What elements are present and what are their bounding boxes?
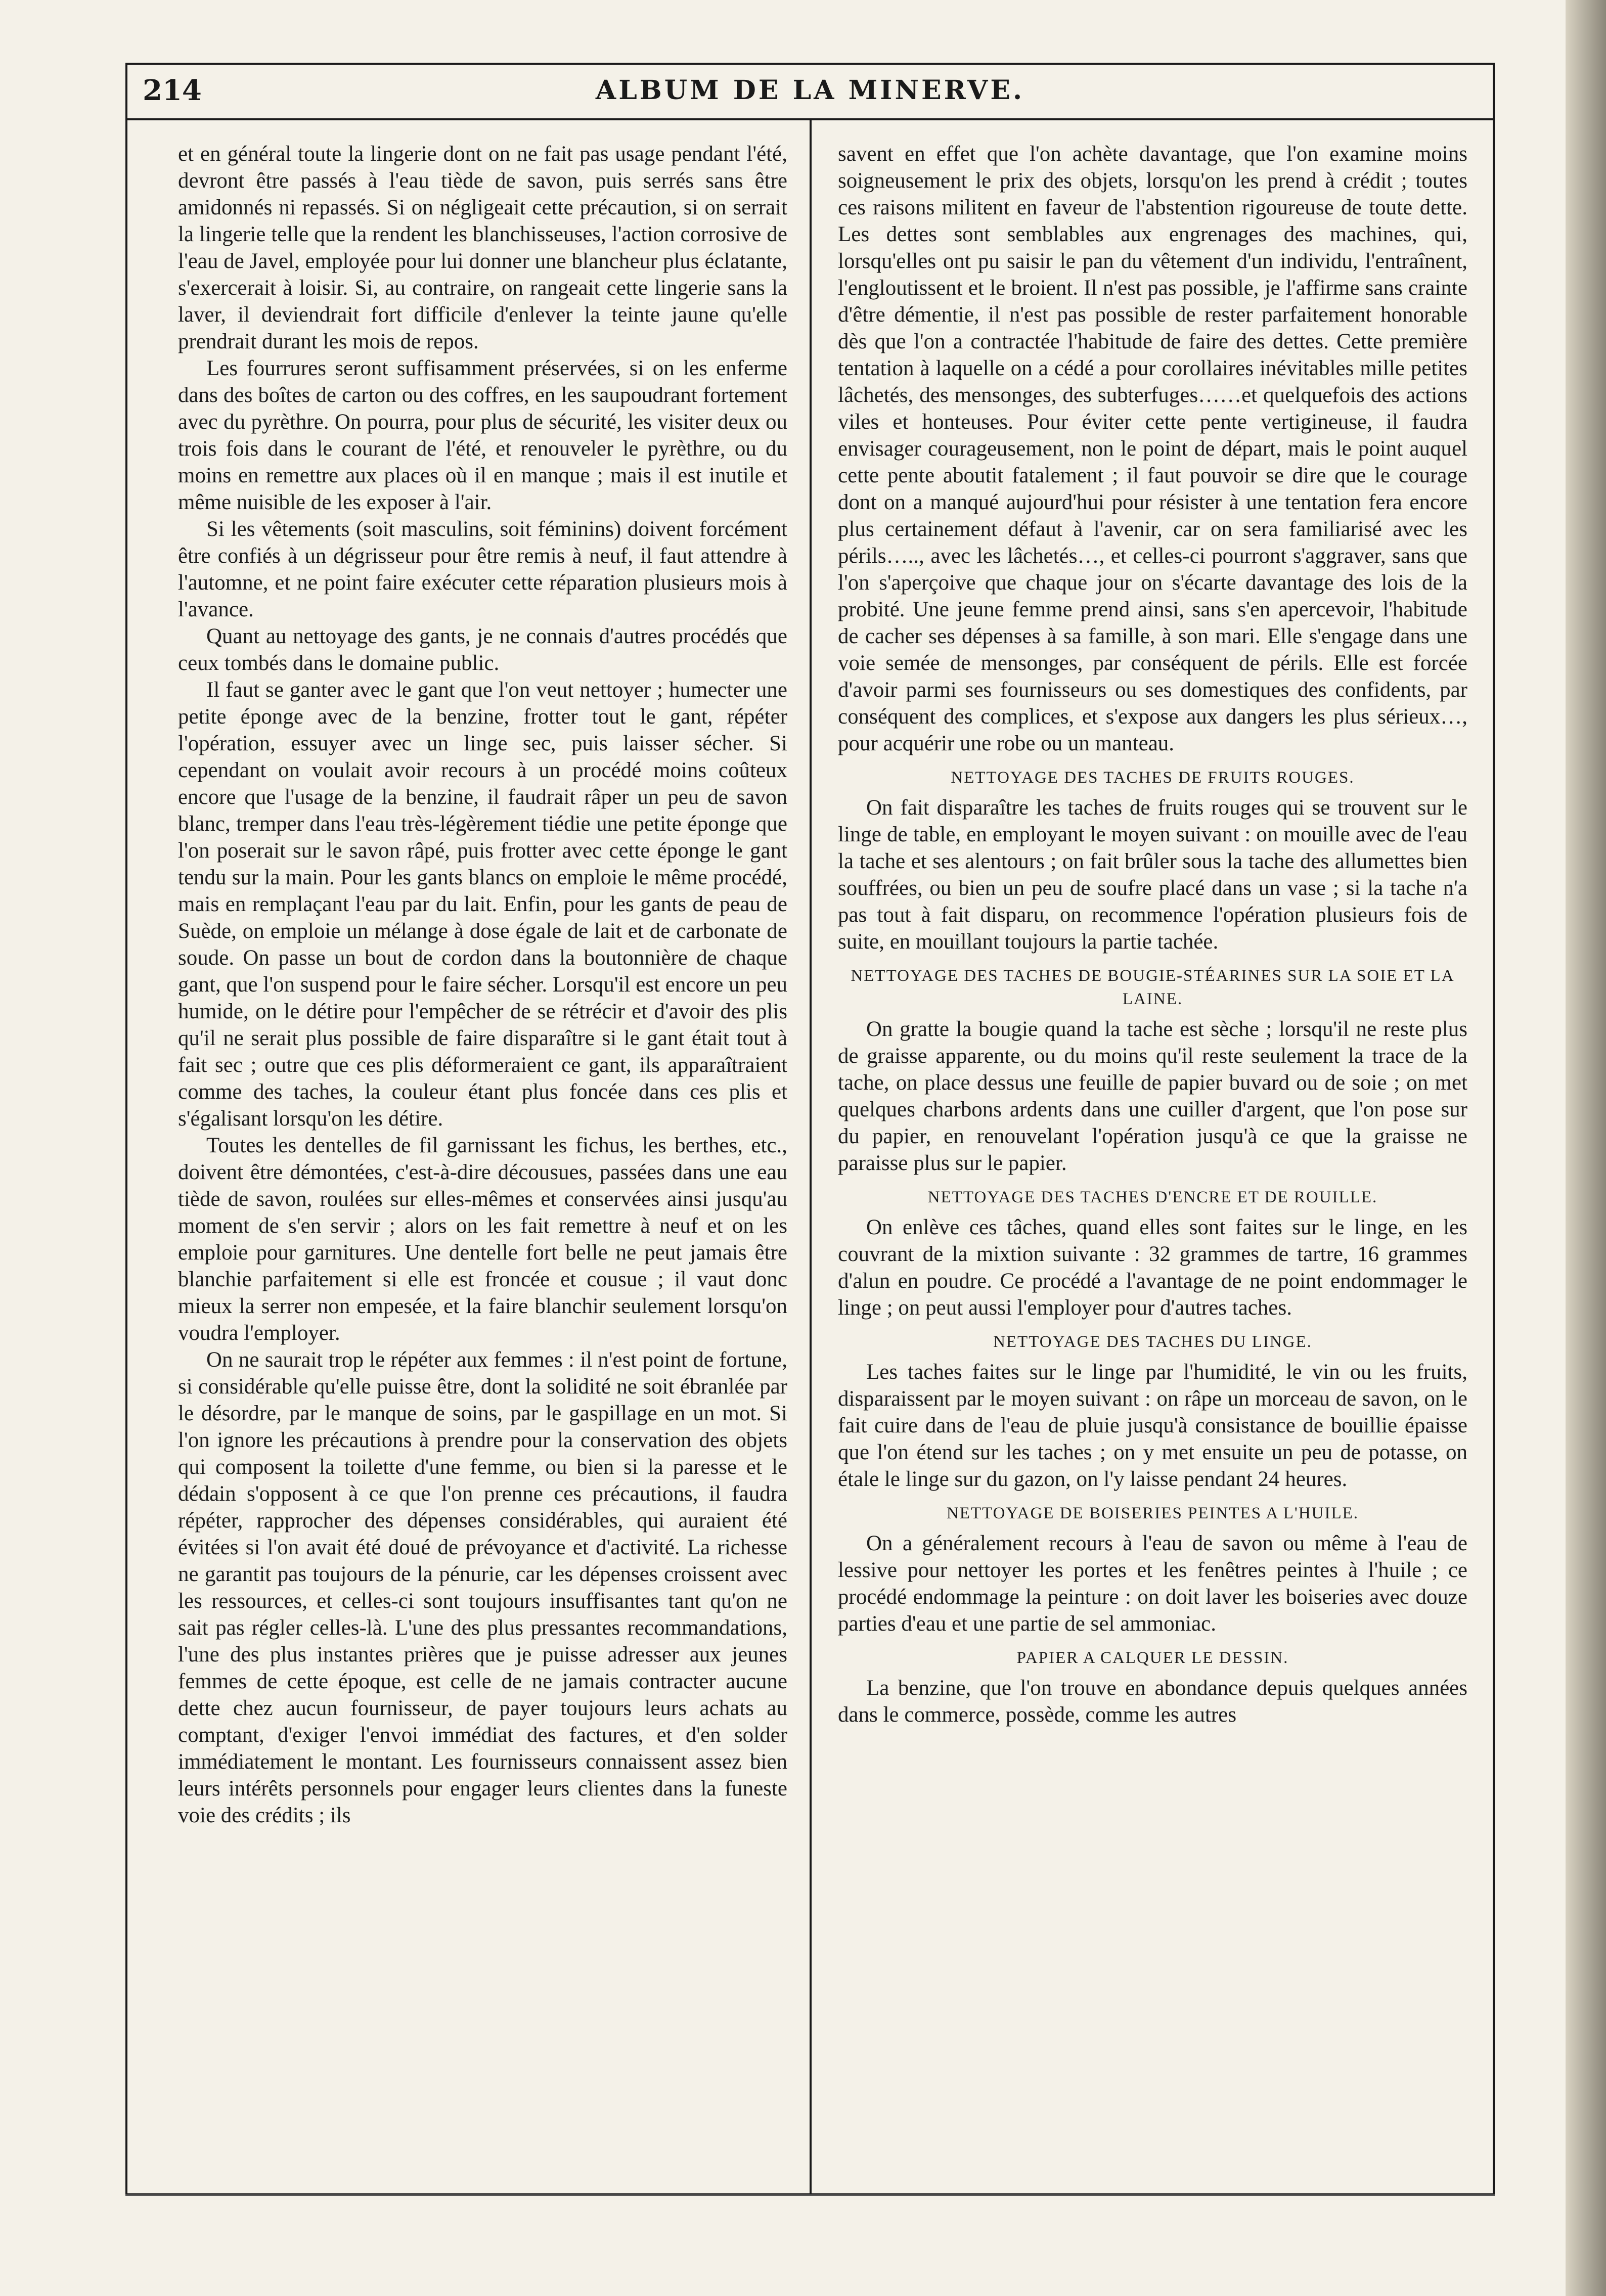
paragraph: Quant au nettoyage des gants, je ne connais d'autres procédés que ceux tombés dans le domaine public.	[178, 624, 787, 675]
paragraph: Les fourrures seront suffisamment préservées, si on les enferme dans des boîtes de carton ou des coffres, en les saupoudrant fortement avec du pyrèthre. On pourra, pour plus de sécurité, les visiter deux ou trois fois dans le courant de l'été, et renouveler le pyrèthre, ou du moins en remettre aux places où il en manque ; mais il est inutile et même nuisible de les exposer à l'air.	[178, 356, 787, 514]
paragraph: Il faut se ganter avec le gant que l'on veut nettoyer ; humecter une petite éponge avec de la benzine, frotter tout le gant, répéter l'opération, essuyer avec un linge sec, puis laisser sécher. Si cependant on voulait avoir recours à un procédé moins coûteux encore que l'usage de la benzine, il faudrait râper un peu de savon blanc, tremper dans l'eau très-légèrement tiédie une petite éponge que l'on poserait sur le savon râpé, puis frotter avec cette éponge le gant tendu sur la main. Pour les gants blancs on emploie le même procédé, mais en remplaçant l'eau par du lait. Enfin, pour les gants de peau de Suède, on emploie un mélange à dose égale de lait et de carbonate de soude. On passe un bout de cordon dans la boutonnière de chaque gant, que l'on suspend pour le faire sécher. Lorsqu'il est encore un peu humide, on le détire pour l'empêcher de se rétrécir et d'avoir des plis qu'il ne serait plus possible de faire disparaître si le gant était tout à fait sec ; outre que ces plis déformeraient ce gant, ils apparaîtraient comme des taches, la couleur étant plus foncée dans ces plis et s'égalisant lorsqu'on les détire.	[178, 678, 787, 1131]
section-heading: PAPIER A CALQUER LE DESSIN.	[1016, 1649, 1289, 1667]
section-text: On a généralement recours à l'eau de savon ou même à l'eau de lessive pour nettoyer les portes et les fenêtres peintes à l'huile ; ce procédé endommage la peinture : on doit laver les boiseries avec douze parties d'eau et une partie de sel ammoniac.	[838, 1532, 1467, 1636]
left-column	[178, 141, 787, 1829]
paragraph: Toutes les dentelles de fil garnissant les fichus, les berthes, etc., doivent être démontées, c'est-à-dire décousues, passées dans une eau tiède de savon, roulées sur elles-mêmes et conservées ainsi jusqu'au moment de s'en servir ; alors on les fait remettre à neuf et on les emploie pour garnitures. Une dentelle fort belle ne peut jamais être blanchie parfaitement si elle est froncée et cousue ; il vaut donc mieux la serrer non empesée, et la faire blanchir seulement lorsqu'on voudra l'employer.	[178, 1134, 787, 1345]
journal-title: ALBUM DE LA MINERVE.	[595, 75, 1025, 106]
paragraph: On ne saurait trop le répéter aux femmes : il n'est point de fortune, si considérable qu'elle puisse être, dont la solidité ne soit ébranlée par le désordre, par le manque de soins, par le gaspillage en un mot. Si l'on ignore les précautions à prendre pour la conservation des objets qui composent la toilette d'une femme, ou bien si la paresse et le dédain s'opposent à ce que l'on prenne ces précautions, il faudra répéter, rapprocher des dépenses considérables, qui auraient été évitées si l'on avait été doué de prévoyance et d'activité. La richesse ne garantit pas toujours de la pénurie, car les dépenses croissent avec les ressources, et celles-ci sont toujours insuffisantes tant qu'on ne sait pas régler celles-là. L'une des plus pressantes recommandations, l'une des plus instantes prières que je puisse adresser aux jeunes femmes de cette époque, est celle de ne jamais contracter aucune dette chez aucun fournisseur, de payer toujours leurs achats au comptant, d'exiger l'envoi immédiat des factures, et d'en solder immédiatement le montant. Les fournisseurs connaissent assez bien leurs intérêts personnels pour engager leurs clientes dans la funeste voie des crédits ; ils	[178, 1348, 787, 1827]
page-number: 214	[143, 74, 202, 107]
bottom-rule	[125, 2194, 1495, 2196]
section-text: La benzine, que l'on trouve en abondance depuis quelques années dans le commerce, possède, comme les autres	[838, 1676, 1467, 1727]
section-heading: NETTOYAGE DES TACHES DE FRUITS ROUGES.	[951, 769, 1355, 787]
column-divider	[810, 118, 812, 2193]
section-text: On gratte la bougie quand la tache est sèche ; lorsqu'il ne reste plus de graisse apparente, ou du moins qu'il reste seulement la trace de la tache, on place dessus une feuille de papier buvard ou de soie ; on met quelques charbons ardents dans une cuiller d'argent, que l'on pose sur du papier, en renouvelant l'opération jusqu'à ce que la graisse ne paraisse plus sur le papier.	[838, 1017, 1467, 1175]
page-header	[127, 65, 1493, 120]
section-text: Les taches faites sur le linge par l'humidité, le vin ou les fruits, disparaissent par le moyen suivant : on râpe un morceau de savon, on le fait cuire dans de l'eau de pluie jusqu'à consistance de bouillie épaisse que l'on étend sur les taches ; on y met ensuite un peu de potasse, on étale le linge sur du gazon, on l'y laisse pendant 24 heures.	[838, 1360, 1467, 1491]
page-edge	[1566, 0, 1606, 2296]
paragraph: Si les vêtements (soit masculins, soit féminins) doivent forcément être confiés à un dégrisseur pour être remis à neuf, il faut attendre à l'automne, et ne point faire exécuter cette réparation plusieurs mois à l'avance.	[178, 517, 787, 621]
right-column	[838, 141, 1467, 1728]
section-text: On enlève ces tâches, quand elles sont faites sur le linge, en les couvrant de la mixtion suivante : 32 grammes de tartre, 16 grammes d'alun en poudre. Ce procédé a l'avantage de ne point endommager le linge ; on peut aussi l'employer pour d'autres taches.	[838, 1215, 1467, 1320]
section-text: On fait disparaître les taches de fruits rouges qui se trouvent sur le linge de table, en employant le moyen suivant : on mouille avec de l'eau la tache et ses alentours ; on fait brûler sous la tache des allumettes bien souffrées, ou bien un peu de soufre placé dans un vase ; si la tache n'a pas tout à fait disparu, on recommence l'opération plusieurs fois de suite, en mouillant toujours la partie tachée.	[838, 796, 1467, 954]
section-heading: NETTOYAGE DES TACHES D'ENCRE ET DE ROUILLE.	[927, 1188, 1378, 1206]
paragraph: savent en effet que l'on achète davantage, que l'on examine moins soigneusement le prix des objets, lorsqu'on les prend à crédit ; toutes ces raisons militent en faveur de l'abstention rigoureuse de toute dette. Les dettes sont semblables aux engrenages des machines, qui, lorsqu'elles ont pu saisir le pan du vêtement d'un individu, l'entraînent, l'engloutissent et le broient. Il n'est pas possible, je l'affirme sans crainte d'être démentie, il n'est pas possible de rester parfaitement honorable dès que l'on a contractée l'habitude de faire des dettes. Cette première tentation à laquelle on a cédé a pour corollaires inévitables mille petites lâchetés, des mensonges, des subterfuges……et quelquefois des actions viles et honteuses. Pour éviter cette pente vertigineuse, il faudra envisager courageusement, non le point de départ, mais le point auquel cette pente aboutit fatalement ; il faut pouvoir se dire que le courage dont on a manqué aujourd'hui pour résister à une tentation fera encore plus certainement défaut à l'avenir, car on sera familiarisé avec les périls….., avec les lâchetés…, et celles-ci pourront s'aggraver, sans que l'on s'aperçoive que chaque jour on s'écarte davantage des lois de la probité. Une jeune femme prend ainsi, sans s'en apercevoir, l'habitude de cacher ses dépenses à sa famille, à son mari. Elle s'engage dans une voie semée de mensonges, par conséquent de périls. Elle est forcée d'avoir parmi ses fournisseurs ou ses domestiques des confidents, par conséquent des complices, et s'expose aux dangers les plus sérieux…, pour acquérir une robe ou un manteau.	[838, 142, 1467, 755]
section-heading: NETTOYAGE DE BOISERIES PEINTES A L'HUILE.	[946, 1504, 1359, 1522]
page-frame	[125, 63, 1495, 2195]
paragraph: et en général toute la lingerie dont on ne fait pas usage pendant l'été, devront être passés à l'eau tiède de savon, puis serrés sans être amidonnés ni repassés. Si on négligeait cette précaution, si on serrait la lingerie telle que la rendent les blanchisseuses, l'action corrosive de l'eau de Javel, employée pour lui donner une blancheur plus éclatante, s'exercerait à loisir. Si, au contraire, on rangeait cette lingerie sans la laver, il deviendrait fort difficile d'enlever la teinte jaune qu'elle prendrait durant les mois de repos.	[178, 142, 787, 353]
section-heading: NETTOYAGE DES TACHES DU LINGE.	[993, 1333, 1312, 1351]
section-heading: NETTOYAGE DES TACHES DE BOUGIE-STÉARINES SUR LA SOIE ET LA LAINE.	[851, 967, 1455, 1008]
